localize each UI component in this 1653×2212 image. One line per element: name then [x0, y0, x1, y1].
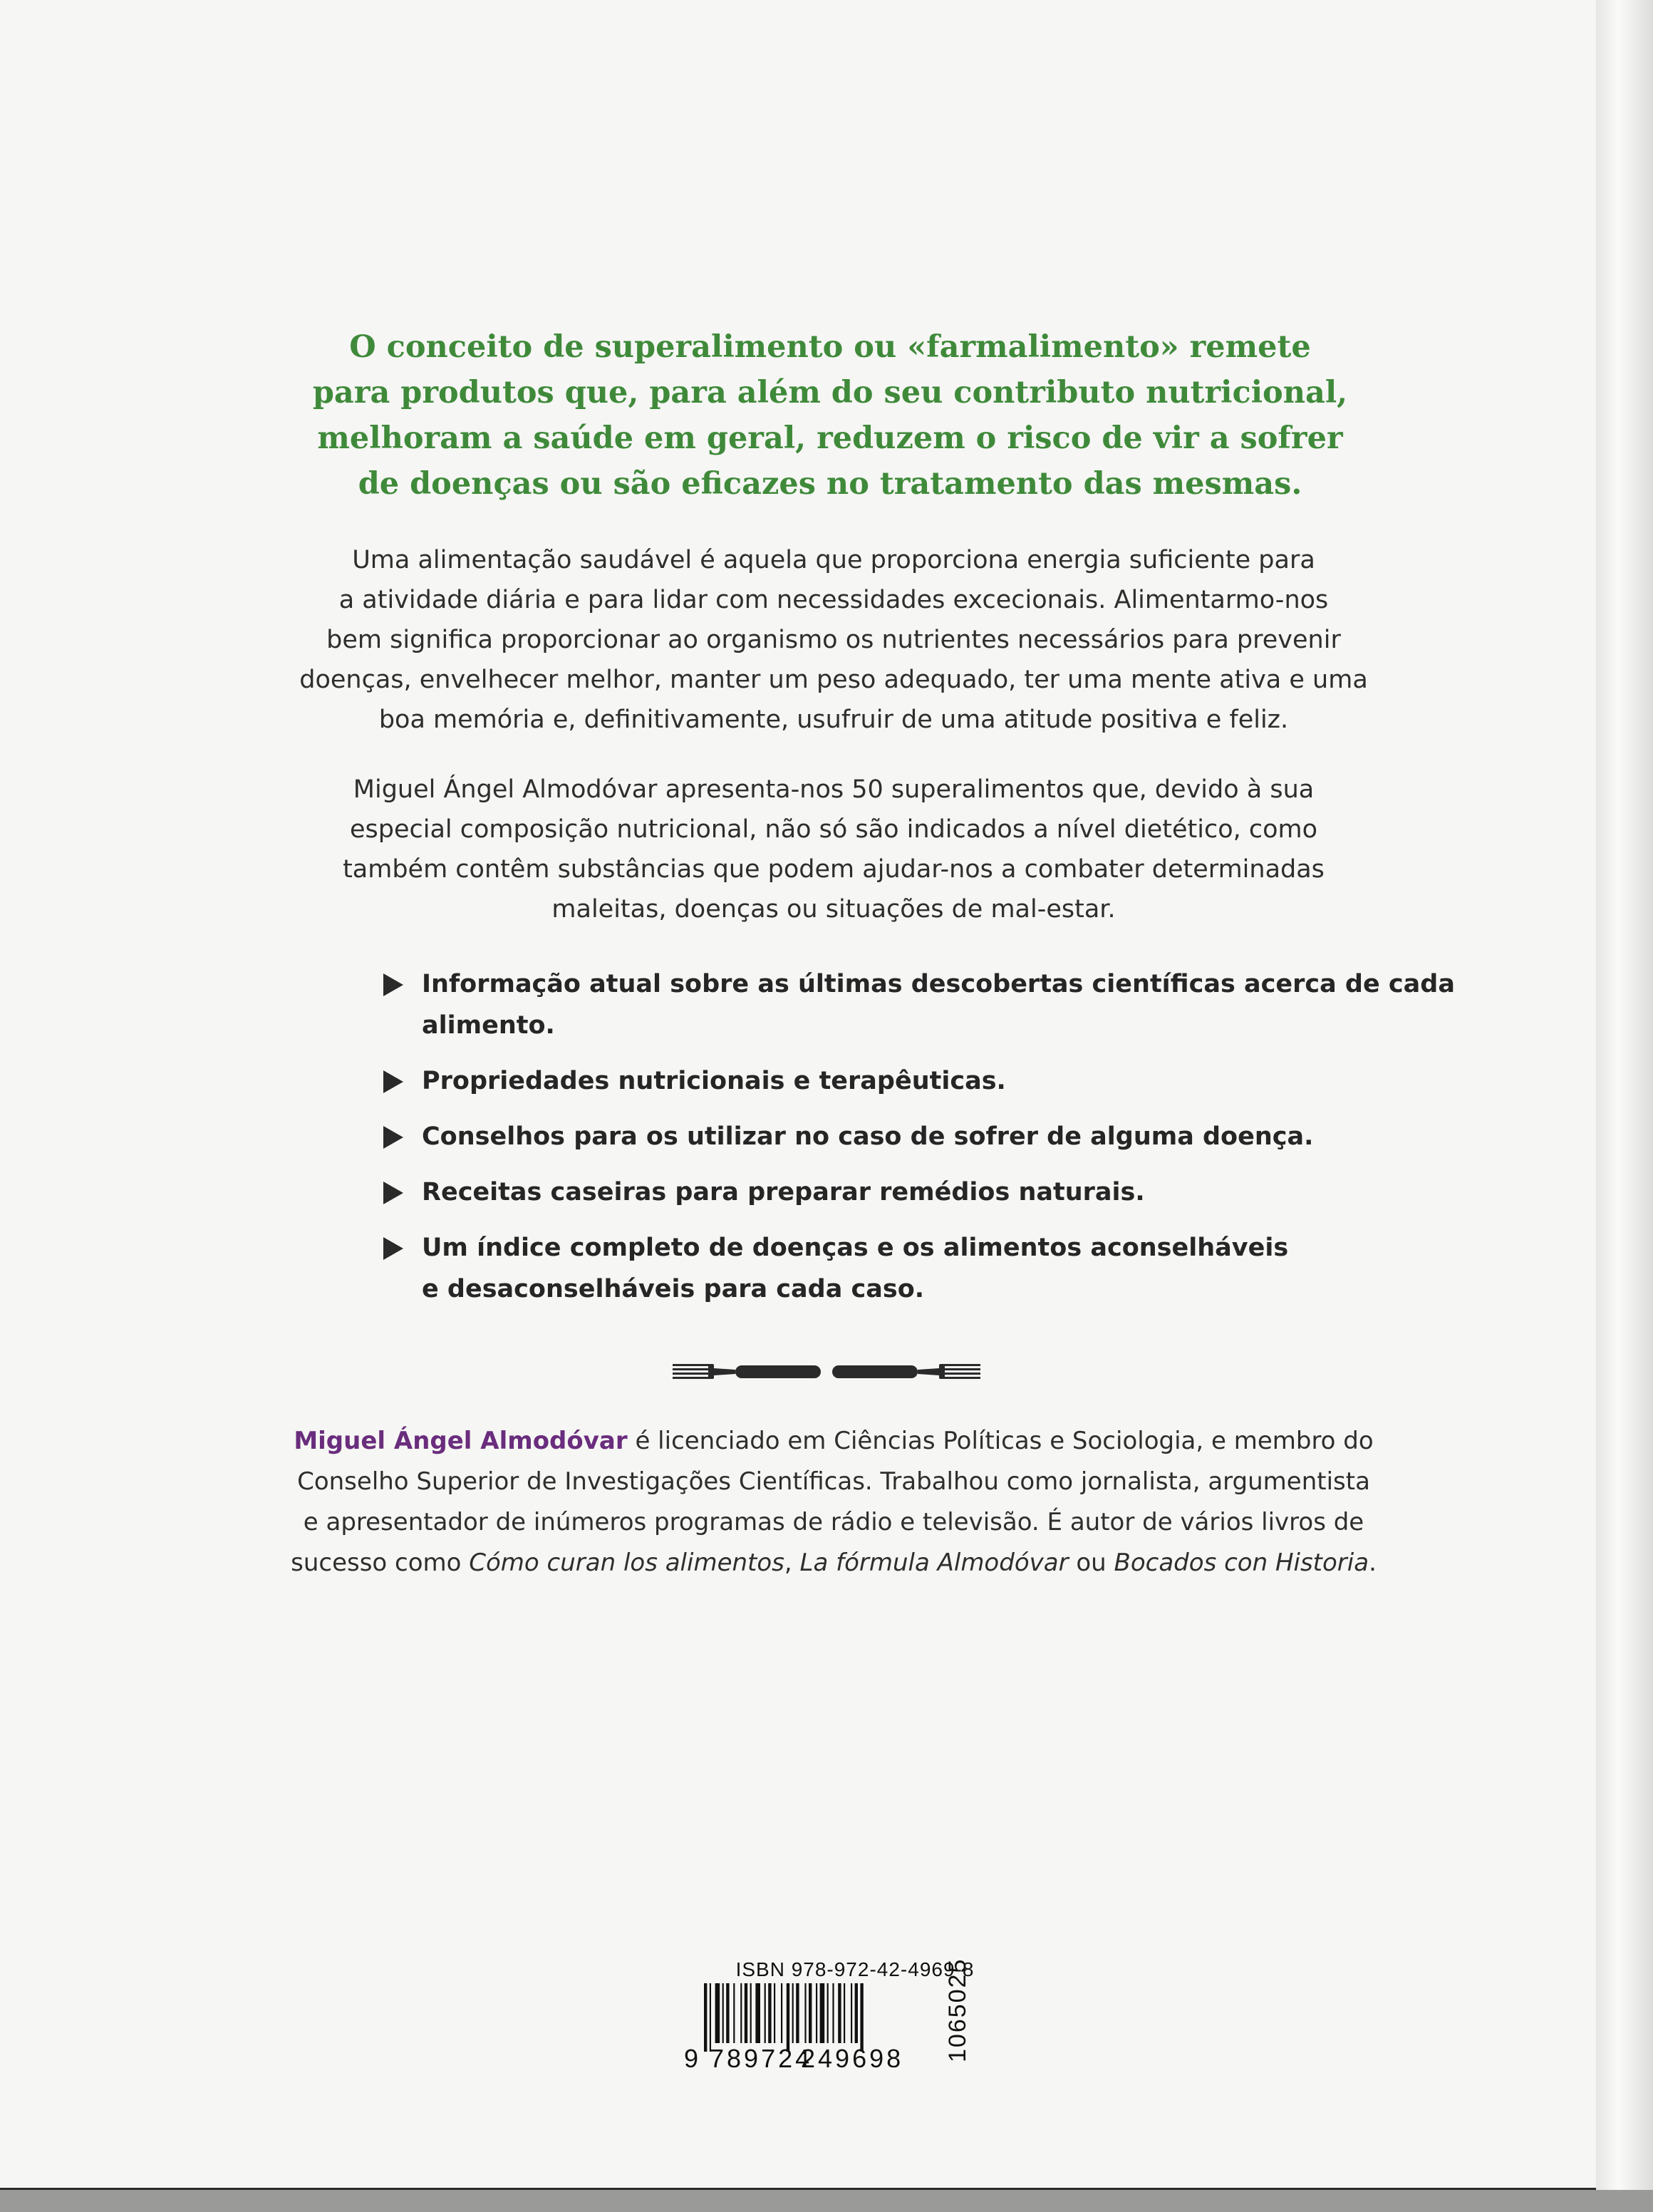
bio-line [242, 1543, 1425, 1583]
barcode-icon [703, 1983, 918, 2052]
list-item [383, 1116, 1438, 1157]
bio-text: , [784, 1549, 800, 1577]
barcode-bar [750, 1983, 752, 2043]
barcode-bar [765, 1983, 766, 2043]
lead-line: O conceito de superalimento ou «farmalimento» remete [349, 329, 1311, 365]
barcode-bar [787, 1983, 789, 2052]
author-name: Miguel Ángel Almodóvar [294, 1427, 628, 1455]
list-item-text: Um índice completo de doenças e os alimentos aconselháveis [422, 1234, 1289, 1262]
barcode-group: 789724 [710, 2044, 813, 2073]
triangle-bullet-icon [383, 1182, 403, 1204]
barcode-bar [715, 1983, 720, 2043]
isbn-label: ISBN 978-972-42-4969-8 [735, 1958, 975, 1980]
triangle-bullet-icon [383, 1070, 403, 1093]
barcode-bar [792, 1983, 794, 2043]
text-line: também contêm substâncias que podem ajudar-nos a combater determinadas [343, 855, 1325, 884]
book-bottom-edge [0, 2190, 1653, 2212]
triangle-bullet-icon [383, 973, 403, 996]
presentation-paragraph [228, 770, 1439, 929]
text-line: maleitas, doenças ou situações de mal-estar. [551, 895, 1116, 924]
text-line: especial composição nutricional, não só são indicados a nível dietético, como [349, 815, 1318, 844]
barcode-bar [844, 1983, 845, 2043]
barcode-bar [860, 1983, 863, 2052]
text-line: doenças, envelhecer melhor, manter um peso adequado, ter uma mente ativa e uma [299, 666, 1368, 694]
barcode-bar [832, 1983, 834, 2043]
list-item [383, 1060, 1438, 1102]
barcode-bar [781, 1983, 782, 2043]
list-item-text: Conselhos para os utilizar no caso de sofrer de alguma doença. [422, 1122, 1314, 1151]
bio-text: sucesso como [291, 1549, 470, 1577]
list-item [383, 1172, 1438, 1213]
barcode-bar [768, 1983, 771, 2043]
bio-text: . [1369, 1549, 1377, 1577]
book-edge [1596, 0, 1653, 2212]
lead-line: para produtos que, para além do seu contributo nutricional, [312, 375, 1348, 410]
bio-line: Conselho Superior de Investigações Científicas. Trabalhou como jornalista, argumentista [297, 1467, 1370, 1496]
triangle-bullet-icon [383, 1237, 403, 1260]
barcode-bar [855, 1983, 858, 2043]
lead-line: de doenças ou são eficazes no tratamento das mesmas. [358, 466, 1302, 502]
barcode-bar [851, 1983, 852, 2043]
intro-paragraph [228, 540, 1439, 740]
barcode-bar [704, 1983, 707, 2052]
barcode-bar [827, 1983, 829, 2043]
feature-list [383, 963, 1455, 1324]
text-line: bem significa proporcionar ao organismo os nutrientes necessários para prevenir [326, 626, 1341, 654]
lead-paragraph [214, 324, 1446, 507]
fork-knife-fork-icon [670, 1357, 983, 1385]
bio-text: é licenciado em Ciências Políticas e Sociologia, e membro do [627, 1427, 1374, 1455]
triangle-bullet-icon [383, 1126, 403, 1149]
text-line: a atividade diária e para lidar com necessidades excecionais. Alimentarmo-nos [338, 586, 1329, 614]
list-item-text: Propriedades nutricionais e terapêuticas. [422, 1067, 1006, 1095]
barcode-bar [710, 1983, 711, 2052]
bio-text: ou [1068, 1549, 1114, 1577]
list-item-text: Receitas caseiras para preparar remédios naturais. [422, 1178, 1145, 1206]
list-item-text: alimento. [422, 1011, 555, 1040]
list-item [383, 963, 1455, 1046]
barcode-bar [755, 1983, 760, 2043]
barcode-bar [745, 1983, 747, 2043]
bio-line [242, 1421, 1425, 1462]
product-code: 1065025 [944, 1958, 971, 2062]
barcode-group: 249698 [801, 2044, 904, 2073]
book-title: La fórmula Almodóvar [799, 1549, 1069, 1577]
barcode-digit: 9 [684, 2044, 699, 2073]
lead-line: melhoram a saúde em geral, reduzem o risco de vir a sofrer [317, 420, 1343, 456]
barcode-bar [733, 1983, 735, 2043]
barcode-bar [722, 1983, 724, 2043]
barcode-bar [740, 1983, 742, 2043]
barcode-bar [809, 1983, 812, 2043]
text-line: boa memória e, definitivamente, usufruir de uma atitude positiva e feliz. [378, 706, 1289, 734]
text-line: Uma alimentação saudável é aquela que proporciona energia suficiente para [352, 546, 1315, 574]
barcode-bar [804, 1983, 806, 2043]
barcode-bar [816, 1983, 817, 2043]
book-title: Cómo curan los alimentos [469, 1549, 784, 1577]
bio-line: e apresentador de inúmeros programas de rádio e televisão. É autor de vários livros de [303, 1508, 1364, 1536]
barcode-bar [726, 1983, 729, 2043]
list-item-text: e desaconselháveis para cada caso. [422, 1275, 925, 1303]
author-bio [242, 1421, 1425, 1583]
barcode-bar [838, 1983, 841, 2043]
book-title: Bocados con Historia [1114, 1549, 1369, 1577]
text-line: Miguel Ángel Almodóvar apresenta-nos 50 superalimentos que, devido à sua [353, 775, 1315, 804]
barcode-bar [820, 1983, 825, 2043]
barcode-bar [774, 1983, 775, 2043]
list-item-text: Informação atual sobre as últimas descobertas científicas acerca de cada [422, 970, 1455, 998]
barcode-bar [796, 1983, 799, 2043]
list-item [383, 1227, 1438, 1310]
